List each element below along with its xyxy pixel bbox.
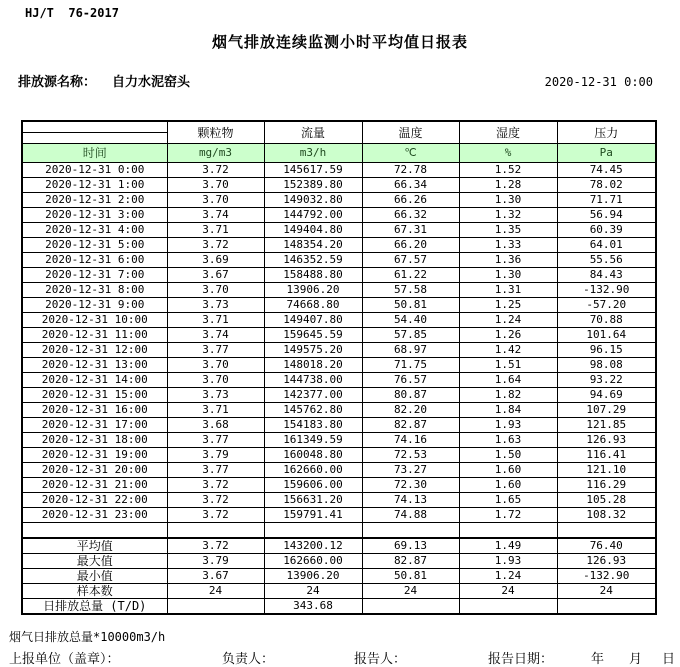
value-cell: 3.77: [167, 433, 264, 448]
value-cell: 72.53: [362, 448, 459, 463]
value-cell: 98.08: [557, 358, 656, 373]
year-label: 年: [591, 652, 605, 667]
table-row: [22, 268, 656, 283]
table-row: [22, 493, 656, 508]
value-cell: 1.72: [459, 508, 557, 523]
time-cell: 2020-12-31 5:00: [22, 238, 167, 253]
value-cell: 72.78: [362, 163, 459, 178]
data-rows: [22, 163, 656, 523]
value-cell: 126.93: [557, 433, 656, 448]
value-cell: 50.81: [362, 569, 459, 584]
value-cell: 50.81: [362, 298, 459, 313]
value-cell: 3.79: [167, 554, 264, 569]
value-cell: 149032.80: [264, 193, 362, 208]
value-cell: 3.68: [167, 418, 264, 433]
table-row: [22, 343, 656, 358]
value-cell: 105.28: [557, 493, 656, 508]
value-cell: 76.40: [557, 538, 656, 554]
value-cell: 1.49: [459, 538, 557, 554]
value-cell: 3.69: [167, 253, 264, 268]
value-cell: 1.24: [459, 313, 557, 328]
value-cell: 67.57: [362, 253, 459, 268]
value-cell: 145762.80: [264, 403, 362, 418]
time-cell: 2020-12-31 17:00: [22, 418, 167, 433]
table-row: [22, 463, 656, 478]
value-cell: 3.70: [167, 283, 264, 298]
value-cell: 1.32: [459, 208, 557, 223]
value-cell: 3.71: [167, 403, 264, 418]
value-cell: 1.31: [459, 283, 557, 298]
value-cell: 159791.41: [264, 508, 362, 523]
reporter-label: 报告人：: [354, 652, 407, 667]
value-cell: 3.72: [167, 163, 264, 178]
table-row: [22, 223, 656, 238]
value-cell: 66.20: [362, 238, 459, 253]
value-cell: [362, 599, 459, 615]
table-row: [22, 599, 656, 615]
value-cell: 1.28: [459, 178, 557, 193]
header-row-names: [22, 121, 656, 133]
value-cell: 68.97: [362, 343, 459, 358]
unit-particulate: mg/m3: [167, 144, 264, 163]
value-cell: 1.60: [459, 463, 557, 478]
source-label: 排放源名称：: [18, 75, 97, 90]
value-cell: 60.39: [557, 223, 656, 238]
value-cell: 54.40: [362, 313, 459, 328]
time-cell: 2020-12-31 10:00: [22, 313, 167, 328]
value-cell: 107.29: [557, 403, 656, 418]
value-cell: -132.90: [557, 569, 656, 584]
value-cell: 56.94: [557, 208, 656, 223]
unit-temperature: ℃: [362, 144, 459, 163]
value-cell: 70.88: [557, 313, 656, 328]
value-cell: 96.15: [557, 343, 656, 358]
value-cell: 3.70: [167, 373, 264, 388]
value-cell: 1.93: [459, 554, 557, 569]
time-cell: 2020-12-31 6:00: [22, 253, 167, 268]
value-cell: 3.72: [167, 478, 264, 493]
header-empty-cell-bottom: [22, 133, 167, 144]
value-cell: 1.93: [459, 418, 557, 433]
value-cell: 142377.00: [264, 388, 362, 403]
table-row: [22, 178, 656, 193]
unit-humidity: %: [459, 144, 557, 163]
value-cell: 126.93: [557, 554, 656, 569]
value-cell: 159645.59: [264, 328, 362, 343]
value-cell: 1.25: [459, 298, 557, 313]
value-cell: 1.52: [459, 163, 557, 178]
value-cell: 1.51: [459, 358, 557, 373]
table-row: [22, 238, 656, 253]
value-cell: 3.74: [167, 208, 264, 223]
col-header-temperature: 温度: [362, 121, 459, 144]
value-cell: 149407.80: [264, 313, 362, 328]
summary-label-cell: 平均值: [22, 538, 167, 554]
header-empty-cell-top: [22, 121, 167, 133]
col-header-pressure: 压力: [557, 121, 656, 144]
value-cell: 160048.80: [264, 448, 362, 463]
table-row: [22, 208, 656, 223]
value-cell: 84.43: [557, 268, 656, 283]
value-cell: 144792.00: [264, 208, 362, 223]
value-cell: 3.72: [167, 508, 264, 523]
table-row: [22, 373, 656, 388]
value-cell: 101.64: [557, 328, 656, 343]
col-header-particulate: 颗粒物: [167, 121, 264, 144]
source-name: 自力水泥窑头: [112, 75, 191, 90]
time-cell: 2020-12-31 1:00: [22, 178, 167, 193]
table-row: [22, 328, 656, 343]
table-row: [22, 313, 656, 328]
value-cell: 66.32: [362, 208, 459, 223]
value-cell: 148018.20: [264, 358, 362, 373]
table-row: [22, 163, 656, 178]
unit-row: [22, 144, 656, 163]
value-cell: 57.85: [362, 328, 459, 343]
value-cell: 1.65: [459, 493, 557, 508]
value-cell: 24: [264, 584, 362, 599]
standard-number: HJ/T 76-2017: [25, 6, 119, 20]
table-row: [22, 403, 656, 418]
value-cell: 66.26: [362, 193, 459, 208]
table-row: [22, 508, 656, 523]
value-cell: 1.24: [459, 569, 557, 584]
value-cell: 74.16: [362, 433, 459, 448]
value-cell: 82.87: [362, 554, 459, 569]
value-cell: 74668.80: [264, 298, 362, 313]
value-cell: 24: [557, 584, 656, 599]
value-cell: 1.35: [459, 223, 557, 238]
table-row: [22, 554, 656, 569]
time-cell: 2020-12-31 13:00: [22, 358, 167, 373]
value-cell: 1.63: [459, 433, 557, 448]
value-cell: 61.22: [362, 268, 459, 283]
summary-label-cell: 样本数: [22, 584, 167, 599]
value-cell: 1.36: [459, 253, 557, 268]
time-cell: 2020-12-31 2:00: [22, 193, 167, 208]
report-unit-label: 上报单位（盖章）：: [9, 652, 120, 667]
separator-row: [22, 523, 656, 539]
source-block: [18, 71, 190, 90]
table-row: [22, 418, 656, 433]
value-cell: 143200.12: [264, 538, 362, 554]
table-row: [22, 448, 656, 463]
summary-label-cell: 最小值: [22, 569, 167, 584]
time-cell: 2020-12-31 0:00: [22, 163, 167, 178]
value-cell: 3.79: [167, 448, 264, 463]
time-cell: 2020-12-31 20:00: [22, 463, 167, 478]
value-cell: 3.67: [167, 268, 264, 283]
value-cell: 158488.80: [264, 268, 362, 283]
time-cell: 2020-12-31 14:00: [22, 373, 167, 388]
responsible-label: 负责人：: [222, 652, 275, 667]
col-header-flow: 流量: [264, 121, 362, 144]
summary-label-cell: 日排放总量 (T/D): [22, 599, 167, 615]
value-cell: 3.72: [167, 238, 264, 253]
value-cell: 3.73: [167, 298, 264, 313]
value-cell: 116.29: [557, 478, 656, 493]
value-cell: 78.02: [557, 178, 656, 193]
value-cell: 3.70: [167, 193, 264, 208]
value-cell: 152389.80: [264, 178, 362, 193]
value-cell: 3.71: [167, 223, 264, 238]
value-cell: 93.22: [557, 373, 656, 388]
table-row: [22, 388, 656, 403]
value-cell: 1.50: [459, 448, 557, 463]
value-cell: 3.74: [167, 328, 264, 343]
value-cell: 24: [459, 584, 557, 599]
value-cell: 1.30: [459, 193, 557, 208]
table-row: [22, 358, 656, 373]
time-cell: 2020-12-31 7:00: [22, 268, 167, 283]
report-datetime: 2020-12-31 0:00: [544, 75, 653, 89]
value-cell: [167, 599, 264, 615]
value-cell: 76.57: [362, 373, 459, 388]
table-row: [22, 538, 656, 554]
table-row: [22, 193, 656, 208]
value-cell: 80.87: [362, 388, 459, 403]
value-cell: 64.01: [557, 238, 656, 253]
value-cell: 1.64: [459, 373, 557, 388]
time-column-header: 时间: [22, 144, 167, 163]
value-cell: 72.30: [362, 478, 459, 493]
value-cell: 343.68: [264, 599, 362, 615]
value-cell: 3.72: [167, 493, 264, 508]
value-cell: 121.85: [557, 418, 656, 433]
value-cell: 13906.20: [264, 283, 362, 298]
source-row: [18, 71, 653, 90]
value-cell: 3.70: [167, 178, 264, 193]
value-cell: 144738.00: [264, 373, 362, 388]
value-cell: 1.33: [459, 238, 557, 253]
value-cell: 82.20: [362, 403, 459, 418]
value-cell: 3.77: [167, 463, 264, 478]
value-cell: 74.13: [362, 493, 459, 508]
value-cell: 74.88: [362, 508, 459, 523]
day-label: 日: [662, 652, 676, 667]
value-cell: 82.87: [362, 418, 459, 433]
value-cell: 3.72: [167, 538, 264, 554]
time-cell: 2020-12-31 18:00: [22, 433, 167, 448]
report-title: 烟气排放连续监测小时平均值日报表: [211, 33, 468, 51]
value-cell: 67.31: [362, 223, 459, 238]
value-cell: 71.71: [557, 193, 656, 208]
value-cell: [459, 599, 557, 615]
month-label: 月: [629, 652, 643, 667]
value-cell: 94.69: [557, 388, 656, 403]
value-cell: 116.41: [557, 448, 656, 463]
time-cell: 2020-12-31 8:00: [22, 283, 167, 298]
table-row: [22, 283, 656, 298]
time-cell: 2020-12-31 22:00: [22, 493, 167, 508]
value-cell: 1.30: [459, 268, 557, 283]
value-cell: 74.45: [557, 163, 656, 178]
value-cell: 1.26: [459, 328, 557, 343]
value-cell: -132.90: [557, 283, 656, 298]
table-row: [22, 433, 656, 448]
value-cell: 148354.20: [264, 238, 362, 253]
time-cell: 2020-12-31 12:00: [22, 343, 167, 358]
summary-rows: [22, 538, 656, 614]
value-cell: 66.34: [362, 178, 459, 193]
value-cell: 57.58: [362, 283, 459, 298]
table-row: [22, 584, 656, 599]
value-cell: 71.75: [362, 358, 459, 373]
value-cell: [557, 599, 656, 615]
value-cell: 162660.00: [264, 554, 362, 569]
value-cell: 1.84: [459, 403, 557, 418]
summary-label-cell: 最大值: [22, 554, 167, 569]
value-cell: 3.77: [167, 343, 264, 358]
signature-row: [0, 648, 680, 666]
value-cell: 1.42: [459, 343, 557, 358]
table-row: [22, 253, 656, 268]
time-cell: 2020-12-31 23:00: [22, 508, 167, 523]
value-cell: 24: [167, 584, 264, 599]
value-cell: 145617.59: [264, 163, 362, 178]
value-cell: 24: [362, 584, 459, 599]
time-cell: 2020-12-31 4:00: [22, 223, 167, 238]
time-cell: 2020-12-31 3:00: [22, 208, 167, 223]
time-cell: 2020-12-31 19:00: [22, 448, 167, 463]
table-row: [22, 569, 656, 584]
value-cell: 159606.00: [264, 478, 362, 493]
value-cell: 108.32: [557, 508, 656, 523]
value-cell: 156631.20: [264, 493, 362, 508]
value-cell: 154183.80: [264, 418, 362, 433]
value-cell: -57.20: [557, 298, 656, 313]
table-row: [22, 298, 656, 313]
footnote: 烟气日排放总量*10000m3/h: [9, 630, 166, 644]
time-cell: 2020-12-31 9:00: [22, 298, 167, 313]
value-cell: 1.60: [459, 478, 557, 493]
value-cell: 121.10: [557, 463, 656, 478]
value-cell: 161349.59: [264, 433, 362, 448]
value-cell: 162660.00: [264, 463, 362, 478]
value-cell: 3.70: [167, 358, 264, 373]
time-cell: 2020-12-31 21:00: [22, 478, 167, 493]
value-cell: 3.67: [167, 569, 264, 584]
unit-pressure: Pa: [557, 144, 656, 163]
value-cell: 3.73: [167, 388, 264, 403]
value-cell: 149404.80: [264, 223, 362, 238]
value-cell: 73.27: [362, 463, 459, 478]
table-row: [22, 478, 656, 493]
time-cell: 2020-12-31 16:00: [22, 403, 167, 418]
time-cell: 2020-12-31 15:00: [22, 388, 167, 403]
monitoring-table: [21, 120, 657, 615]
value-cell: 146352.59: [264, 253, 362, 268]
unit-flow: m3/h: [264, 144, 362, 163]
value-cell: 149575.20: [264, 343, 362, 358]
report-date-label: 报告日期：: [488, 652, 554, 667]
value-cell: 3.71: [167, 313, 264, 328]
value-cell: 55.56: [557, 253, 656, 268]
value-cell: 13906.20: [264, 569, 362, 584]
value-cell: 1.82: [459, 388, 557, 403]
value-cell: 69.13: [362, 538, 459, 554]
time-cell: 2020-12-31 11:00: [22, 328, 167, 343]
col-header-humidity: 湿度: [459, 121, 557, 144]
